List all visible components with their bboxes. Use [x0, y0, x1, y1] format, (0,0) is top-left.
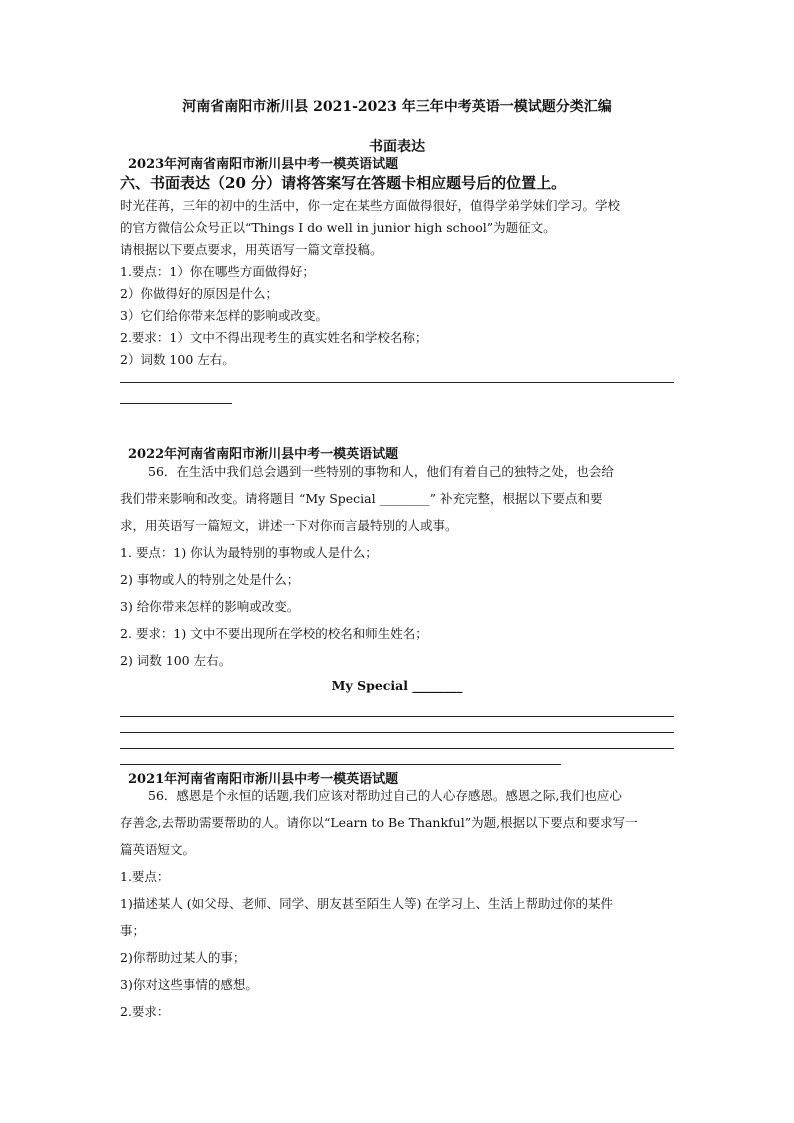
answer-line [120, 748, 674, 749]
text-line: 1.要点：1）你在哪些方面做得好； [120, 264, 315, 279]
essay-title: My Special ________ [331, 678, 463, 693]
text-line: 请根据以下要点要求，用英语写一篇文章投稿。 [120, 242, 383, 257]
text-line: 3）它们给你带来怎样的影响或改变。 [120, 308, 328, 323]
text-line: 2）词数 100 左右。 [120, 352, 235, 367]
text-line: 1. 要点：1) 你认为最特别的事物或人是什么； [120, 545, 378, 560]
answer-line [120, 764, 561, 765]
text-line: 3)你对这些事情的感想。 [120, 977, 258, 992]
text-line: 我们带来影响和改变。请将题目 “My Special ________” 补充完整，根据以下要点和要 [120, 491, 603, 506]
answer-line [120, 382, 674, 383]
text-line: 事； [120, 923, 146, 938]
text-line: 56．感恩是个永恒的话题,我们应该对帮助过自己的人心存感恩。感恩之际,我们也应心 [148, 788, 622, 803]
text-line: 的官方微信公众号正以“Things I do well in junior high school”为题征文。 [120, 220, 556, 235]
heading-2022: 2022年河南省南阳市淅川县中考一模英语试题 [128, 447, 399, 462]
text-line: 56．在生活中我们总会遇到一些特别的事物和人，他们有着自己的独特之处，也会给 [148, 464, 614, 479]
text-line: 3) 给你带来怎样的影响或改变。 [120, 599, 300, 614]
text-line: 存善念,去帮助需要帮助的人。请你以“Learn to Be Thankful”为题,根据以下要点和要求写一 [120, 815, 638, 830]
document-title: 河南省南阳市淅川县 2021-2023 年三年中考英语一模试题分类汇编 [182, 99, 612, 115]
section-subtitle: 书面表达 [369, 139, 425, 155]
heading-2021: 2021年河南省南阳市淅川县中考一模英语试题 [128, 772, 399, 787]
text-line: 2. 要求：1) 文中不要出现所在学校的校名和师生姓名； [120, 626, 428, 641]
text-line: 2) 词数 100 左右。 [120, 653, 232, 668]
text-line: 求，用英语写一篇短文，讲述一下对你而言最特别的人或事。 [120, 518, 458, 533]
text-line: 1)描述某人 (如父母、老师、同学、朋友甚至陌生人等) 在学习上、生活上帮助过你的某件 [120, 896, 614, 911]
text-line: 2.要求： [120, 1004, 170, 1019]
answer-line [120, 403, 232, 404]
question-title-2023: 六、书面表达（20 分）请将答案写在答题卡相应题号后的位置上。 [120, 174, 567, 192]
text-line: 2) 事物或人的特别之处是什么； [120, 572, 300, 587]
text-line: 时光荏苒，三年的初中的生活中，你一定在某些方面做得很好，值得学弟学妹们学习。学校 [120, 198, 621, 213]
text-line: 1.要点： [120, 869, 170, 884]
text-line: 篇英语短文。 [120, 842, 196, 857]
answer-line [120, 716, 674, 717]
answer-line [120, 732, 674, 733]
text-line: 2)你帮助过某人的事； [120, 950, 246, 965]
text-line: 2）你做得好的原因是什么； [120, 286, 278, 301]
heading-2023: 2023年河南省南阳市淅川县中考一模英语试题 [128, 157, 399, 172]
text-line: 2.要求：1）文中不得出现考生的真实姓名和学校名称； [120, 330, 428, 345]
